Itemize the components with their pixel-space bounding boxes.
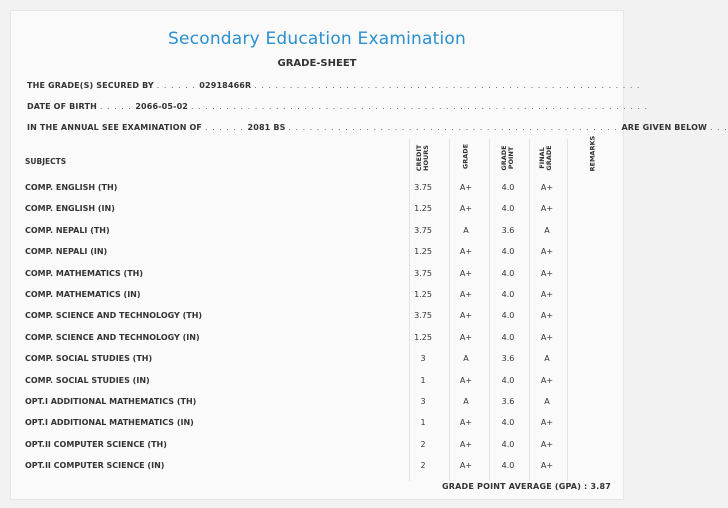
grade-point-cell: 4.0 (501, 311, 515, 321)
table-row (11, 455, 591, 476)
grade-point-cell: 4.0 (501, 439, 515, 449)
subject-cell: COMP. ENGLISH (IN) (25, 204, 115, 214)
grade-cell: A+ (459, 268, 473, 278)
grade-point-cell: 4.0 (501, 204, 515, 214)
subject-cell: COMP. NEPALI (TH) (25, 225, 110, 235)
subject-cell: COMP. SOCIAL STUDIES (TH) (25, 354, 153, 364)
table-row (11, 198, 591, 219)
final-grade-cell: A+ (540, 375, 554, 385)
table-row (11, 327, 591, 348)
table-row (11, 177, 591, 198)
credit-hours-cell: 3.75 (414, 311, 432, 321)
final-grade-cell: A+ (540, 332, 554, 342)
grade-cell: A+ (459, 204, 473, 214)
grade-cell: A+ (459, 290, 473, 299)
exam-line: IN THE ANNUAL SEE EXAMINATION OF . . . . . . 2081 BS . . . . . . . . . . . . . . . . . . . . . . . . . . . . . . . . . . . . . . . . . . . . . . . ARE GIVEN BELOW . . . (27, 123, 728, 132)
gpa-label: GRADE POINT AVERAGE (GPA) : (442, 482, 588, 491)
subject-cell: COMP. ENGLISH (TH) (25, 183, 118, 192)
page-title: Secondary Education Examination (168, 29, 466, 49)
subject-cell: COMP. MATHEMATICS (TH) (25, 268, 143, 278)
grade-cell: A (463, 225, 469, 235)
table-row (11, 434, 591, 455)
symbol-number: 02918466R (199, 81, 252, 90)
grade-point-cell: 4.0 (501, 418, 515, 428)
subject-cell: COMP. SCIENCE AND TECHNOLOGY (IN) (25, 332, 200, 342)
subject-cell: OPT.II COMPUTER SCIENCE (IN) (25, 461, 165, 471)
grade-cell: A+ (459, 247, 473, 257)
table-row (11, 284, 591, 305)
dob-line: DATE OF BIRTH . . . . . 2066-05-02 . . . . . . . . . . . . . . . . . . . . . . . . . . . . . . . . . . . . . . . . . . . . . . . . . . . . . . . . . . . . . . . . . (27, 102, 648, 111)
credit-hours-cell: 3 (420, 397, 426, 406)
table-row (11, 220, 591, 241)
page-subtitle: GRADE-SHEET (277, 58, 357, 69)
final-grade-cell: A+ (540, 439, 554, 449)
grade-point-cell: 3.6 (501, 397, 515, 406)
grade-point-cell: 4.0 (501, 375, 515, 385)
final-grade-cell: A (544, 225, 550, 235)
table-row (11, 412, 591, 433)
credit-hours-cell: 2 (420, 439, 426, 449)
subject-cell: COMP. NEPALI (IN) (25, 247, 108, 257)
table-row (11, 391, 591, 412)
subject-cell: COMP. SCIENCE AND TECHNOLOGY (TH) (25, 311, 203, 321)
final-grade-cell: A (544, 397, 550, 406)
subject-cell: OPT.I ADDITIONAL MATHEMATICS (IN) (25, 418, 194, 428)
grade-point-cell: 4.0 (501, 268, 515, 278)
secured-by-label: THE GRADE(S) SECURED BY (27, 81, 154, 90)
grade-point-cell: 4.0 (501, 183, 515, 192)
credit-hours-cell: 1.25 (414, 332, 432, 342)
grade-point-cell: 4.0 (501, 461, 515, 471)
final-grade-cell: A+ (540, 204, 554, 214)
table-row (11, 241, 591, 262)
grade-cell: A (463, 354, 469, 364)
grade-cell: A+ (459, 375, 473, 385)
subject-cell: COMP. MATHEMATICS (IN) (25, 290, 141, 299)
exam-suffix: ARE GIVEN BELOW (621, 123, 707, 132)
credit-hours-cell: 3.75 (414, 225, 432, 235)
subject-cell: COMP. SOCIAL STUDIES (IN) (25, 375, 150, 385)
grade-point-cell: 3.6 (501, 225, 515, 235)
secured-by-line: THE GRADE(S) SECURED BY . . . . . . 02918466R . . . . . . . . . . . . . . . . . . . . . . . . . . . . . . . . . . . . . . . . . . . . . . . . . . . . . . . (27, 81, 641, 90)
gpa-summary (442, 482, 611, 491)
grade-cell: A+ (459, 332, 473, 342)
credit-hours-cell: 2 (420, 461, 426, 471)
table-row (11, 305, 591, 326)
grade-cell: A+ (459, 311, 473, 321)
header-remarks: REMARKS (588, 135, 597, 172)
dob-label: DATE OF BIRTH (27, 102, 97, 111)
subject-cell: OPT.I ADDITIONAL MATHEMATICS (TH) (25, 397, 197, 406)
header-grade-point: GRADE POINT (500, 145, 515, 171)
grade-point-cell: 4.0 (501, 332, 515, 342)
credit-hours-cell: 1.25 (414, 204, 432, 214)
grade-cell: A+ (459, 439, 473, 449)
credit-hours-cell: 1.25 (414, 290, 432, 299)
header-grade: GRADE (461, 143, 470, 170)
credit-hours-cell: 1 (420, 418, 426, 428)
gpa-value: 3.87 (590, 482, 611, 491)
grade-sheet (10, 10, 728, 500)
grade-cell: A+ (459, 418, 473, 428)
final-grade-cell: A+ (540, 290, 554, 299)
final-grade-cell: A+ (540, 247, 554, 257)
credit-hours-cell: 1 (420, 375, 426, 385)
grade-point-cell: 4.0 (501, 247, 515, 257)
grade-cell: A+ (459, 183, 473, 192)
table-row (11, 348, 591, 369)
final-grade-cell: A+ (540, 418, 554, 428)
exam-year: 2081 BS (247, 123, 286, 132)
credit-hours-cell: 3.75 (414, 183, 432, 192)
table-row (11, 263, 591, 284)
grade-cell: A (463, 397, 469, 406)
credit-hours-cell: 1.25 (414, 247, 432, 257)
final-grade-cell: A (544, 354, 550, 364)
header-credit-hours: CREDIT HOURS (415, 144, 430, 172)
credit-hours-cell: 3 (420, 354, 426, 364)
header-final-grade: FINAL GRADE (538, 145, 553, 171)
grade-cell: A+ (459, 461, 473, 471)
final-grade-cell: A+ (540, 461, 554, 471)
table-row (11, 370, 591, 391)
credit-hours-cell: 3.75 (414, 268, 432, 278)
subject-cell: OPT.II COMPUTER SCIENCE (TH) (25, 439, 167, 449)
dob-value: 2066-05-02 (135, 102, 188, 111)
grade-point-cell: 4.0 (501, 290, 515, 299)
header-subjects: SUBJECTS (25, 157, 67, 166)
final-grade-cell: A+ (540, 311, 554, 321)
exam-label: IN THE ANNUAL SEE EXAMINATION OF (27, 123, 203, 132)
grade-point-cell: 3.6 (501, 354, 515, 364)
final-grade-cell: A+ (540, 268, 554, 278)
final-grade-cell: A+ (540, 183, 554, 192)
